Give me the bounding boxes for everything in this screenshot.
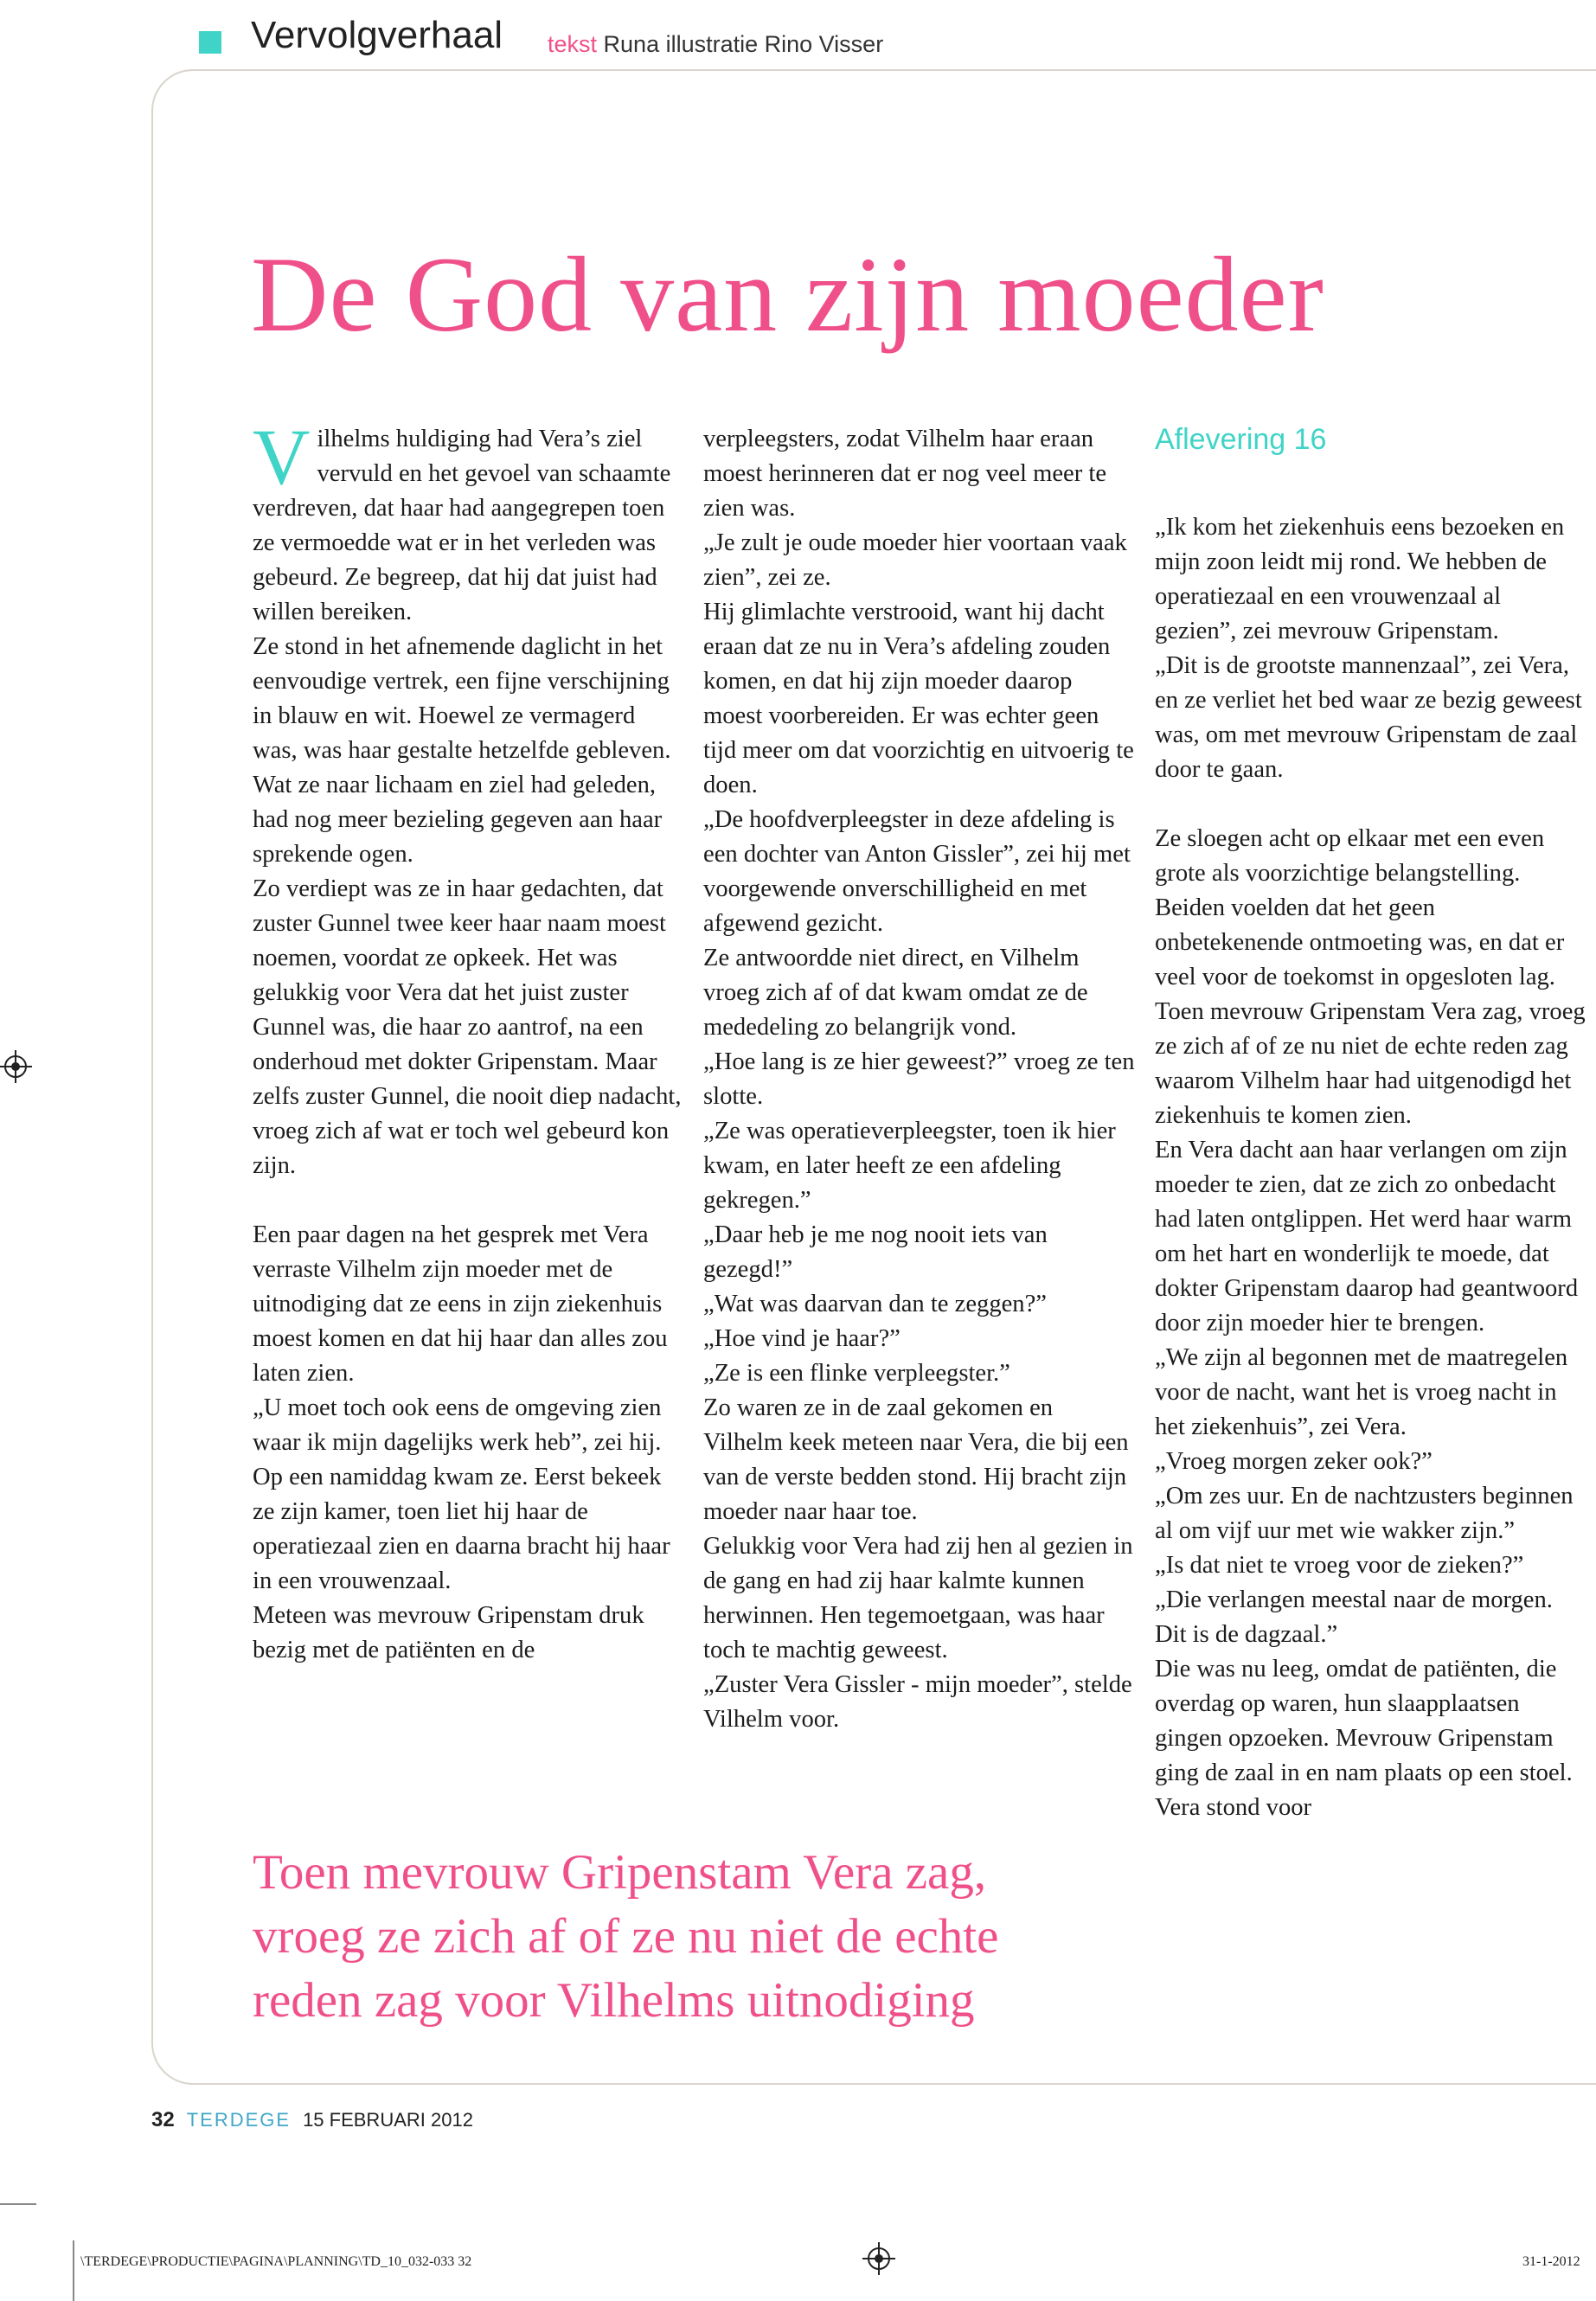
text-column-3 — [1155, 422, 1587, 1825]
byline-credits: Runa illustratie Rino Visser — [603, 31, 884, 57]
paragraph-text: ilhelms huldiging had Vera’s ziel vervuld en het gevoel van schaamte verdreven, dat haar had aangegrepen toen ze vermoedde wat er in het verleden was gebeurd. Ze begreep, dat hij dat juist had willen bereiken. Ze stond in het afnemende daglicht in het eenvoudige vertrek, een fijne verschijning in blauw en wit. Hoewel ze vermagerd was, was haar gestalte hetzelfde gebleven. Wat ze naar lichaam en ziel had geleden, had nog meer bezieling gegeven aan haar sprekende ogen. Zo verdiept was ze in haar gedachten, dat zuster Gunnel twee keer haar naam moest noemen, voordat ze opkeek. Het was gelukkig voor Vera dat het juist zuster Gunnel was, die haar zo aantrof, na een onderhoud met dokter Gripenstam. Maar zelfs zuster Gunnel, die nooit diep nadacht, vroeg zich af wat er toch wel gebeurd kon zijn. — [253, 426, 682, 1179]
paragraph: verpleegsters, zodat Vilhelm haar eraan moest herinneren dat er nog veel meer te zien was. „Je zult je oude moeder hier voortaan vaak zien”, zei ze. Hij glimlachte verstrooid, want hij dacht eraan dat ze nu in Vera’s afdeling zouden komen, en dat hij zijn moeder daarop moest voorbereiden. Er was echter geen tijd meer om dat voorzichtig en uitvoerig te doen. „De hoofdverpleegster in deze afdeling is een dochter van Anton Gissler”, zei hij met voorgewende onverschilligheid en met afgewend gezicht. Ze antwoordde niet direct, en Vilhelm vroeg zich af of dat kwam omdat ze de mededeling zo belangrijk vond. „Hoe lang is ze hier geweest?” vroeg ze ten slotte. „Ze was operatieverpleegster, toen ik hier kwam, en later heeft ze een afdeling gekregen.” „Daar heb je me nog nooit iets van gezegd!” „Wat was daarvan dan te zeggen?” „Hoe vind je haar?” „Ze is een flinke verpleegster.” Zo waren ze in de zaal gekomen en Vilhelm keek meteen naar Vera, die bij een van de verste bedden stond. Hij bracht zijn moeder naar haar toe. Gelukkig voor Vera had zij hen al gezien in de gang en had zij haar kalmte kunnen herwinnen. Hen tegemoetgaan, was haar toch te machtig geweest. „Zuster Vera Gissler - mijn moeder”, stelde Vilhelm voor. — [703, 426, 1135, 1733]
text-column-2 — [703, 422, 1136, 1737]
registration-mark-icon — [4, 1055, 27, 1078]
folio — [151, 2108, 473, 2132]
crop-mark — [0, 2203, 36, 2205]
article-title: De God van zijn moeder — [251, 235, 1324, 354]
paragraph: Een paar dagen na het gesprek met Vera verraste Vilhelm zijn moeder met de uitnodiging dat ze eens in zijn ziekenhuis moest komen en dat hij haar dan alles zou laten zien. „U moet toch ook eens de omgeving zien waar ik mijn dagelijks werk heb”, zei hij. Op een namiddag kwam ze. Eerst bekeek ze zijn kamer, toen liet hij haar de operatiezaal zien en daarna bracht hij haar in een vrouwenzaal. Meteen was mevrouw Gripenstam druk bezig met de patiënten en de — [253, 1221, 670, 1663]
text-column-1 — [253, 413, 685, 1668]
drop-cap: V — [253, 413, 311, 501]
byline-text-label: tekst — [548, 31, 598, 57]
issue-date: 15 FEBRUARI 2012 — [303, 2109, 473, 2131]
page-number: 32 — [151, 2108, 175, 2131]
section-title: Vervolgverhaal — [251, 14, 503, 56]
paragraph: „Ik kom het ziekenhuis eens bezoeken en mijn zoon leidt mij rond. We hebben de operatiezaal en een vrouwenzaal al gezien”, zei mevrouw Gripenstam. „Dit is de grootste mannenzaal”, zei Vera, en ze verliet het bed waar ze bezig geweest was, om met mevrouw Gripenstam de zaal door te gaan. — [1155, 514, 1582, 783]
registration-mark-icon — [868, 2247, 890, 2270]
byline — [548, 31, 883, 58]
paragraph — [253, 413, 685, 1183]
magazine-name: TERDEGE — [186, 2109, 292, 2131]
print-slug-date: 31-1-2012 — [1522, 2254, 1580, 2269]
episode-label: Aflevering 16 — [1155, 423, 1327, 456]
paragraph: Ze sloegen acht op elkaar met een even grote als voorzichtige belangstelling. Beiden voelden dat het geen onbetekenende ontmoeting was, en dat er veel voor de toekomst in opgesloten lag. Toen mevrouw Gripenstam Vera zag, vroeg ze zich af of ze nu niet de echte reden zag waarom Vilhelm haar had uitgenodigd het ziekenhuis te komen zien. En Vera dacht aan haar verlangen om zijn moeder te zien, dat ze zich zo onbedacht had laten ontglippen. Het werd haar warm om het hart en wonderlijk te moede, dat dokter Gripenstam daarop had geantwoord door zijn moeder hier te brengen. „We zijn al begonnen met de maatregelen voor de nacht, want het is vroeg nacht in het ziekenhuis”, zei Vera. „Vroeg morgen zeker ook?” „Om zes uur. En de nachtzusters beginnen al om vijf uur met wie wakker zijn.” „Is dat niet te vroeg voor de zieken?” „Die verlangen meestal naar de morgen. Dit is de dagzaal.” Die was nu leeg, omdat de patiënten, die overdag op waren, hun slaapplaatsen gingen opzoeken. Mevrouw Gripenstam ging de zaal in en nam plaats op een stoel. Vera stond voor — [1155, 825, 1586, 1821]
print-slug: \TERDEGE\PRODUCTIE\PAGINA\PLANNING\TD_10_032-033 32 — [80, 2254, 472, 2269]
crop-mark — [73, 2240, 74, 2301]
section-marker-square — [199, 31, 221, 54]
pull-quote: Toen mevrouw Gripenstam Vera zag, vroeg ze zich af of ze nu niet de echte reden zag voor Vilhelms uitnodiging — [253, 1845, 999, 2028]
